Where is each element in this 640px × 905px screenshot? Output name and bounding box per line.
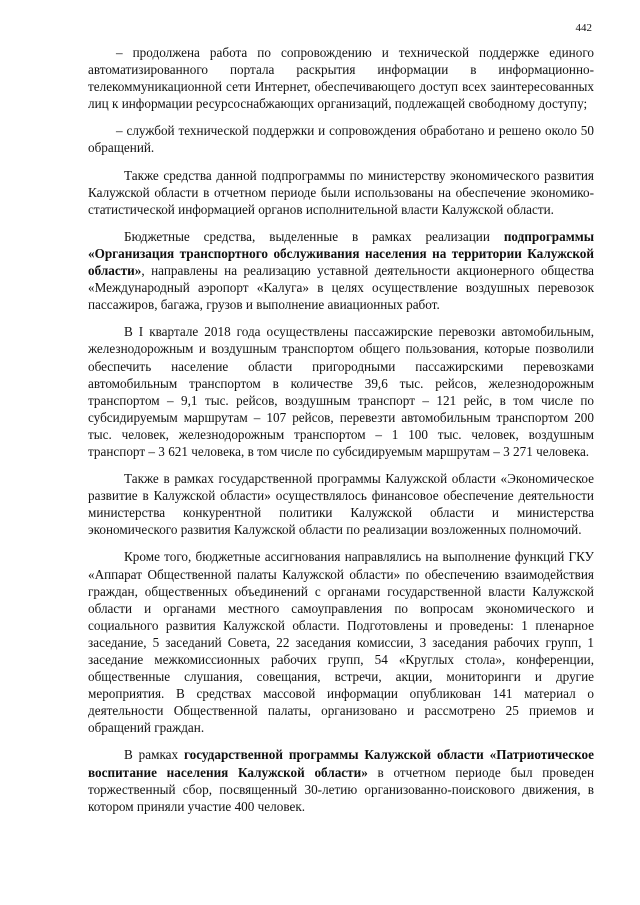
paragraph-passenger-transport: В I квартале 2018 года осуществлены пассажирские перевозки автомобильным, железнодорожным и воздушным транспортом общего пользования, которые позволили обеспечить население области пригородными пассажирскими перевозками автомобильным транспортом в количестве 39,6 тыс. рейсов, железнодорожным транспортом – 9,1 тыс. рейсов, воздушным транспорт – 121 рейс, в том числе по субсидируемым маршрутам – 107 рейсов, перевезти автомобильным транспортом 200 тыс. человек, железнодорожным транспортом – 1 100 тыс. человек, воздушным транспорт – 3 621 человека, в том числе по субсидируемым маршрутам – 3 271 человека. [88,324,594,459]
program-title: государственной программы Калужской области «Патриотическое воспитание населения Калужской области» [88,747,594,780]
paragraph-patriotic-program [88,746,594,814]
page-number: 442 [575,22,592,34]
paragraph-text: Бюджетные средства, выделенные в рамках реализации [124,228,504,244]
subprogram-title: подпрограммы «Организация транспортного обслуживания населения на территории Калужской области» [88,228,594,279]
paragraph-text: В рамках [124,747,184,763]
paragraph-text: , направлены на реализацию уставной деятельности акционерного общества «Международный аэропорт «Калуга» в целях осуществление воздушных перевозок пассажиров, багажа, грузов и выполнение авиационных работ. [88,263,594,313]
paragraph-text: в отчетном периоде был проведен торжественный сбор, посвященный 30-летию организованно-поискового движения, в котором приняли участие 400 человек. [88,764,595,814]
paragraph-transport-subprogram [88,228,594,313]
paragraph-public-chamber: Кроме того, бюджетные ассигнования направлялись на выполнение функций ГКУ «Аппарат Общественной палаты Калужской области» по обеспечению взаимодействия граждан, общественных объединений с органами государственной власти Калужской области и органами местного самоуправления по вопросам экономического и социального развития Калужской области. Подготовлены и проведены: 1 пленарное заседание, 5 заседаний Совета, 22 заседания комиссии, 3 заседания рабочих групп, 1 заседание межкомиссионных рабочих групп, 54 «Круглых стола», конференции, общественные слушания, совещания, встречи, акции, мониторинги и другие мероприятия. В средствах массовой информации опубликован 141 материал о деятельности Общественной палаты, организовано и рассмотрено 25 приемов и обращений граждан. [88,549,594,736]
paragraph-statistics-funding: Также средства данной подпрограммы по министерству экономического развития Калужской области в отчетном периоде были использованы на обеспечение экономико-статистической информацией органов исполнительной власти Калужской области. [88,167,594,217]
document-body [88,44,594,825]
paragraph-requests-processed: – службой технической поддержки и сопровождения обработано и решено около 50 обращений. [88,123,594,156]
paragraph-economic-development: Также в рамках государственной программы Калужской области «Экономическое развитие в Калужской области» осуществлялось финансовое обеспечение деятельности министерства конкурентной политики Калужской области и министерства экономического развития Калужской области по реализации возложенных полномочий. [88,471,594,538]
paragraph-portal-support: – продолжена работа по сопровождению и технической поддержке единого автоматизированного портала раскрытия информации в информационно-телекоммуникационной сети Интернет, обеспечивающего доступ всех заинтересованных лиц к информации ресурсоснабжающих организаций, подлежащей свободному доступу; [88,45,594,112]
